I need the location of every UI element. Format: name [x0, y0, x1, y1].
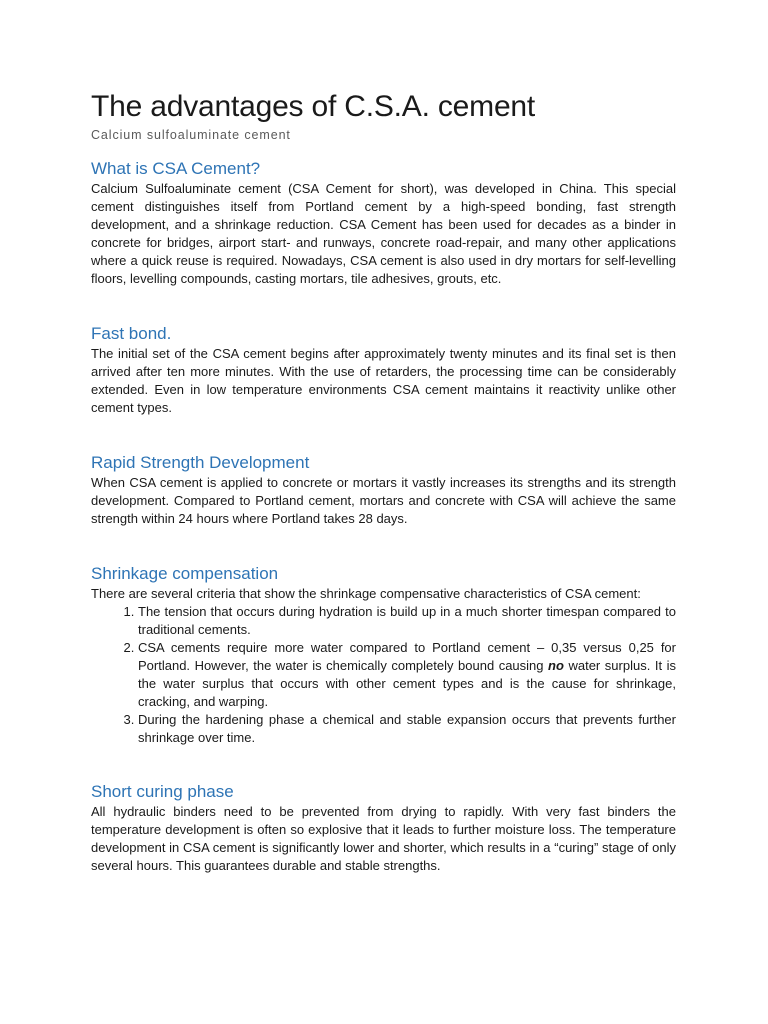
section-fast-bond: [91, 323, 676, 417]
section-paragraph: All hydraulic binders need to be prevented from drying to rapidly. With very fast binders the temperature development is often so explosive that it leads to further moisture loss. The temperature development in CSA cement is significantly lower and shorter, which results in a “curing” stage of only several hours. This guarantees durable and stable strengths.: [91, 804, 676, 873]
section-rapid-strength: [91, 452, 676, 528]
section-shrinkage-compensation: [91, 563, 676, 747]
section-heading: Rapid Strength Development: [91, 453, 310, 472]
emphasis-text: no: [548, 658, 564, 673]
list-item-text: The tension that occurs during hydration is build up in a much shorter timespan compared to traditional cements.: [138, 604, 676, 637]
document-title: The advantages of C.S.A. cement: [91, 90, 536, 123]
section-intro: There are several criteria that show the shrinkage compensative characteristics of CSA cement:: [91, 586, 641, 601]
list-item: [138, 711, 676, 747]
document-page: [91, 88, 676, 875]
section-paragraph: Calcium Sulfoaluminate cement (CSA Cement for short), was developed in China. This special cement distinguishes itself from Portland cement by a high-speed bonding, fast strength development, and a shrinkage reduction. CSA Cement has been used for decades as a binder in concrete for bridges, airport start- and runways, concrete road-repair, and many other applications where a quick reuse is required. Nowadays, CSA cement is also used in dry mortars for self-levelling floors, levelling compounds, casting mortars, tile adhesives, grouts, etc.: [91, 181, 676, 286]
section-short-curing: [91, 781, 676, 875]
list-item-text-before: CSA cements require more water compared to Portland cement – 0,35 versus 0,25 for Portland. However, the water is chemically completely bound causing: [138, 640, 676, 673]
list-item-text: During the hardening phase a chemical and stable expansion occurs that prevents further shrinkage over time.: [138, 712, 676, 745]
list-item: [138, 639, 676, 711]
section-paragraph: The initial set of the CSA cement begins after approximately twenty minutes and its final set is then arrived after ten more minutes. With the use of retarders, the processing time can be considerably extended. Even in low temperature environments CSA cement maintains it reactivity unlike other cement types.: [91, 346, 676, 415]
criteria-list: [91, 603, 676, 747]
list-item-text-after: water surplus. It is the water surplus that occurs with other cement types and is the cause for shrinkage, cracking, and warping.: [138, 658, 676, 709]
list-item: [138, 603, 676, 639]
section-heading: Fast bond.: [91, 324, 172, 343]
section-what-is-csa: [91, 158, 676, 288]
section-heading: Shrinkage compensation: [91, 564, 279, 583]
section-heading: What is CSA Cement?: [91, 159, 261, 178]
section-paragraph: When CSA cement is applied to concrete or mortars it vastly increases its strengths and its strength development. Compared to Portland cement, mortars and concrete with CSA will achieve the same strength within 24 hours where Portland takes 28 days.: [91, 475, 676, 526]
section-heading: Short curing phase: [91, 782, 234, 801]
document-subtitle: Calcium sulfoaluminate cement: [91, 128, 291, 142]
